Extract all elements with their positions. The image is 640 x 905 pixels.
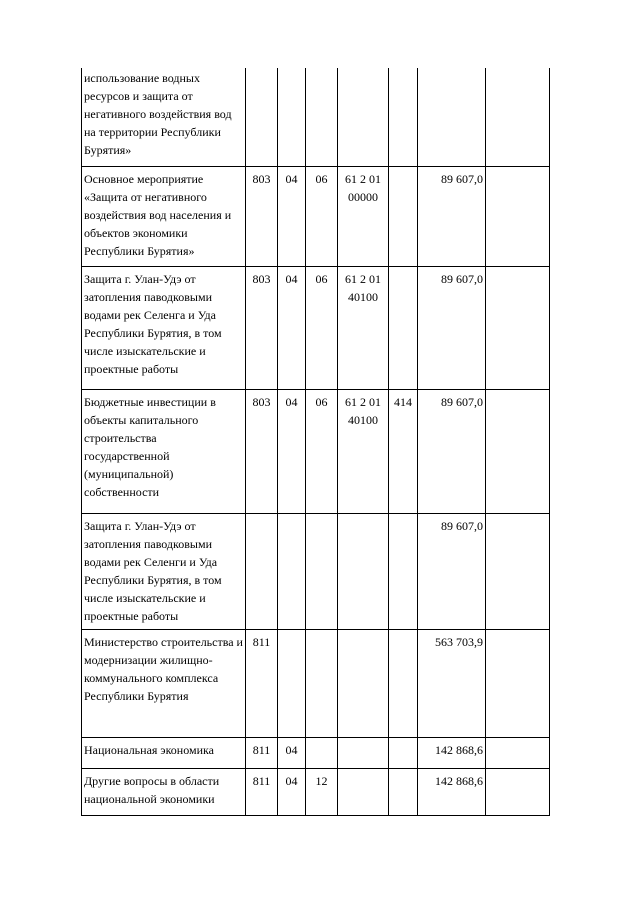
section-code-cell: 04 [278,737,306,768]
table-row [82,68,550,166]
extra-cell [486,768,550,815]
item-name-cell: Другие вопросы в области национальной экономики [82,768,246,815]
table-row [82,768,550,815]
expense-type-cell: 414 [389,389,418,513]
ministry-code-cell [246,513,278,629]
subsection-code-cell: 06 [306,166,338,266]
subsection-code-cell: 06 [306,389,338,513]
subsection-code-cell: 12 [306,768,338,815]
target-article-cell: 61 2 01 40100 [338,266,389,389]
amount-cell: 142 868,6 [418,737,486,768]
table-row [82,513,550,629]
ministry-code-cell: 803 [246,266,278,389]
section-code-cell [278,629,306,737]
expense-type-cell [389,768,418,815]
extra-cell [486,166,550,266]
ministry-code-cell: 811 [246,737,278,768]
section-code-cell [278,513,306,629]
amount-cell [418,68,486,166]
target-article-cell [338,737,389,768]
ministry-code-cell: 803 [246,166,278,266]
item-name-cell: использование водных ресурсов и защита от негативного воздействия вод на территории Республики Бурятия» [82,68,246,166]
expense-type-cell [389,266,418,389]
target-article-cell [338,768,389,815]
item-name-cell: Основное мероприятие «Защита от негативного воздействия вод населения и объектов экономики Республики Бурятия» [82,166,246,266]
amount-cell: 89 607,0 [418,389,486,513]
target-article-cell [338,68,389,166]
extra-cell [486,389,550,513]
table-row [82,629,550,737]
table-row [82,389,550,513]
section-code-cell [278,68,306,166]
table-row [82,166,550,266]
amount-cell: 89 607,0 [418,166,486,266]
table-row [82,266,550,389]
target-article-cell: 61 2 01 40100 [338,389,389,513]
item-name-cell: Защита г. Улан-Удэ от затопления паводковыми водами рек Селенга и Уда Республики Бурятия, в том числе изыскательские и проектные работы [82,266,246,389]
subsection-code-cell [306,68,338,166]
amount-cell: 89 607,0 [418,513,486,629]
ministry-code-cell: 811 [246,629,278,737]
budget-table [81,68,550,816]
section-code-cell: 04 [278,768,306,815]
target-article-cell: 61 2 01 00000 [338,166,389,266]
expense-type-cell [389,68,418,166]
item-name-cell: Защита г. Улан-Удэ от затопления паводковыми водами рек Селенги и Уда Республики Бурятия, в том числе изыскательские и проектные работы [82,513,246,629]
item-name-cell: Бюджетные инвестиции в объекты капитального строительства государственной (муниципальной) собственности [82,389,246,513]
expense-type-cell [389,737,418,768]
ministry-code-cell: 811 [246,768,278,815]
amount-cell: 89 607,0 [418,266,486,389]
target-article-cell [338,513,389,629]
amount-cell: 563 703,9 [418,629,486,737]
target-article-cell [338,629,389,737]
section-code-cell: 04 [278,389,306,513]
expense-type-cell [389,513,418,629]
extra-cell [486,737,550,768]
subsection-code-cell [306,629,338,737]
amount-cell: 142 868,6 [418,768,486,815]
expense-type-cell [389,629,418,737]
extra-cell [486,68,550,166]
section-code-cell: 04 [278,166,306,266]
extra-cell [486,629,550,737]
table-row [82,737,550,768]
section-code-cell: 04 [278,266,306,389]
item-name-cell: Национальная экономика [82,737,246,768]
item-name-cell: Министерство строительства и модернизации жилищно-коммунального комплекса Республики Бурятия [82,629,246,737]
ministry-code-cell: 803 [246,389,278,513]
subsection-code-cell: 06 [306,266,338,389]
expense-type-cell [389,166,418,266]
ministry-code-cell [246,68,278,166]
subsection-code-cell [306,737,338,768]
table-body [82,68,550,815]
extra-cell [486,266,550,389]
subsection-code-cell [306,513,338,629]
extra-cell [486,513,550,629]
